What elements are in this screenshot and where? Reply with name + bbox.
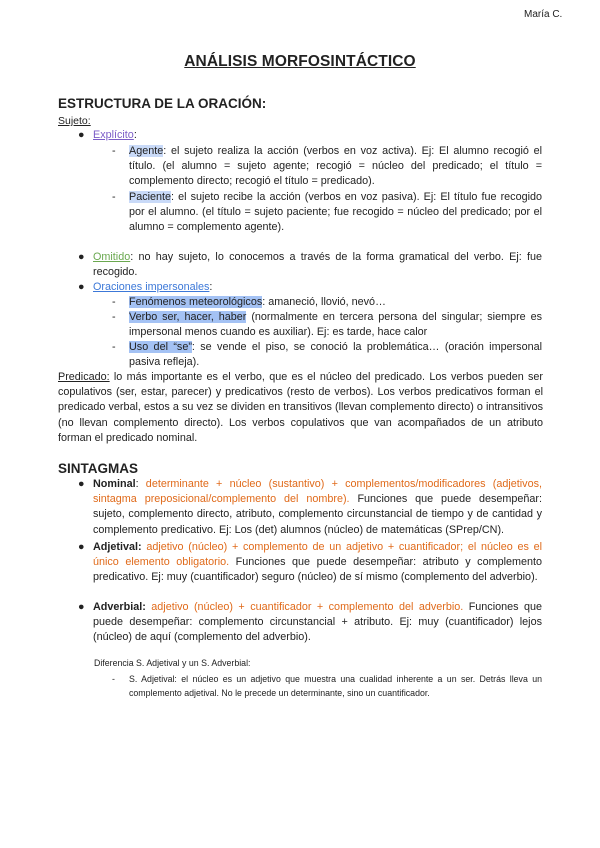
impersonales-link[interactable]: Oraciones impersonales <box>93 281 210 293</box>
author-name: María C. <box>524 9 563 20</box>
sujeto-label: Sujeto: <box>58 115 91 127</box>
omitido-item <box>93 250 542 280</box>
sintagma-nominal: Nominal: determinante + núcleo (sustantivo) + complementos/modificadores (adjetivos, sintagma preposicional/complemento del nombre). Funciones que puede desempeñar: sujeto, complemento directo, atributo, complemento circunstancial de tiempo y de cantidad y complemento predicativo. Ej: Los (det) alumnos (núcleo) de matemáticas (SPrep/CN). <box>93 478 542 536</box>
diferencia-title: Diferencia S. Adjetival y un S. Adverbial: <box>94 658 251 668</box>
bullet-dot: ● <box>78 541 85 553</box>
dash-marker: - <box>112 191 116 203</box>
diferencia-text: S. Adjetival: el núcleo es un adjetivo que muestra una cualidad inherente a un ser. Detrás lleva un complemento adjetival. No le precede un determinante, sino un cuantificador. <box>129 674 542 698</box>
paciente-term: Paciente <box>129 191 172 203</box>
paciente-item <box>129 190 542 236</box>
bullet-dot: ● <box>78 281 85 293</box>
impersonal-term: Verbo ser, hacer, haber <box>129 311 247 323</box>
dash-marker: - <box>112 296 116 308</box>
sintagma-adjetival: Adjetival: adjetivo (núcleo) + complemento de un adjetivo + cuantificador; el núcleo es el único elemento obligatorio. Funciones que puede desempeñar: atributo y complemento predicativo. Ej: muy (cuantificador) seguro (núcleo) de sí mismo (complemento del adverbio). <box>93 541 542 584</box>
agente-item <box>129 144 542 190</box>
agente-text: : el sujeto realiza la acción (verbos en voz activa). Ej: El alumno recogió el título. (el alumno = sujeto agente; recogió = núcleo del predicado; el título = complemento directo; recogió el título = predicado). <box>129 145 542 188</box>
impersonal-term: Uso del “se” <box>129 341 192 353</box>
agente-term: Agente <box>129 145 164 157</box>
impersonal-item-1: Fenómenos meteorológicos: amaneció, llovió, nevó… <box>129 296 386 308</box>
bullet-dot: ● <box>78 601 85 613</box>
impersonales-item: Oraciones impersonales: <box>93 281 213 293</box>
section-heading-estructura: ESTRUCTURA DE LA ORACIÓN: <box>58 96 267 111</box>
explicito-link[interactable]: Explícito <box>93 129 134 141</box>
bullet-dot: ● <box>78 129 85 141</box>
impersonal-item-2: Verbo ser, hacer, haber (normalmente en tercera persona del singular; siempre es impersonal menos cuando es auxiliar). Ej: es tarde, hace calor <box>129 311 542 339</box>
paciente-text: : el sujeto recibe la acción (verbos en voz pasiva). Ej: El título fue recogido por el alumno. (el título = sujeto paciente; fue recogido = núcleo del predicado; por el alumno = complemento agente). <box>129 191 542 234</box>
predicado-paragraph: Predicado: lo más importante es el verbo, que es el núcleo del predicado. Los verbos pueden ser copulativos (ser, estar, parecer) y predicativos (resto de verbos). Los verbos predicativos forman el predicado verbal, estos a su vez se dividen en transitivos (llevan complemento directo) o intransitivos (no llevan complemento directo). Los verbos copulativos que van acompañados de un atributo forman el predicado nominal. <box>58 371 543 444</box>
explicito-item: Explícito: <box>93 129 137 141</box>
impersonal-term: Fenómenos meteorológicos <box>129 296 263 308</box>
omitido-link[interactable]: Omitido <box>93 251 131 263</box>
dash-marker: - <box>112 311 116 323</box>
dash-marker: - <box>112 341 116 353</box>
omitido-text: : no hay sujeto, lo conocemos a través de la forma gramatical del verbo. Ej: fue recogido. <box>93 251 542 279</box>
page-title: ANÁLISIS MORFOSINTÁCTICO <box>184 53 416 70</box>
impersonal-item-3: Uso del “se”: se vende el piso, se conoció la problemática… (oración impersonal pasiva refleja). <box>129 341 542 369</box>
bullet-dot: ● <box>78 251 85 263</box>
section-heading-sintagmas: SINTAGMAS <box>58 461 138 476</box>
dash-marker: - <box>112 145 116 157</box>
predicado-label: Predicado: <box>58 371 110 383</box>
bullet-dot: ● <box>78 478 85 490</box>
sintagma-adverbial: Adverbial: adjetivo (núcleo) + cuantificador + complemento del adverbio. Funciones que puede desempeñar: complemento circunstancial + atributo. Ej: muy (cuantificador) lejos (núcleo) de aquí (complemento del adverbio). <box>93 601 542 644</box>
dash-marker: - <box>112 674 115 684</box>
